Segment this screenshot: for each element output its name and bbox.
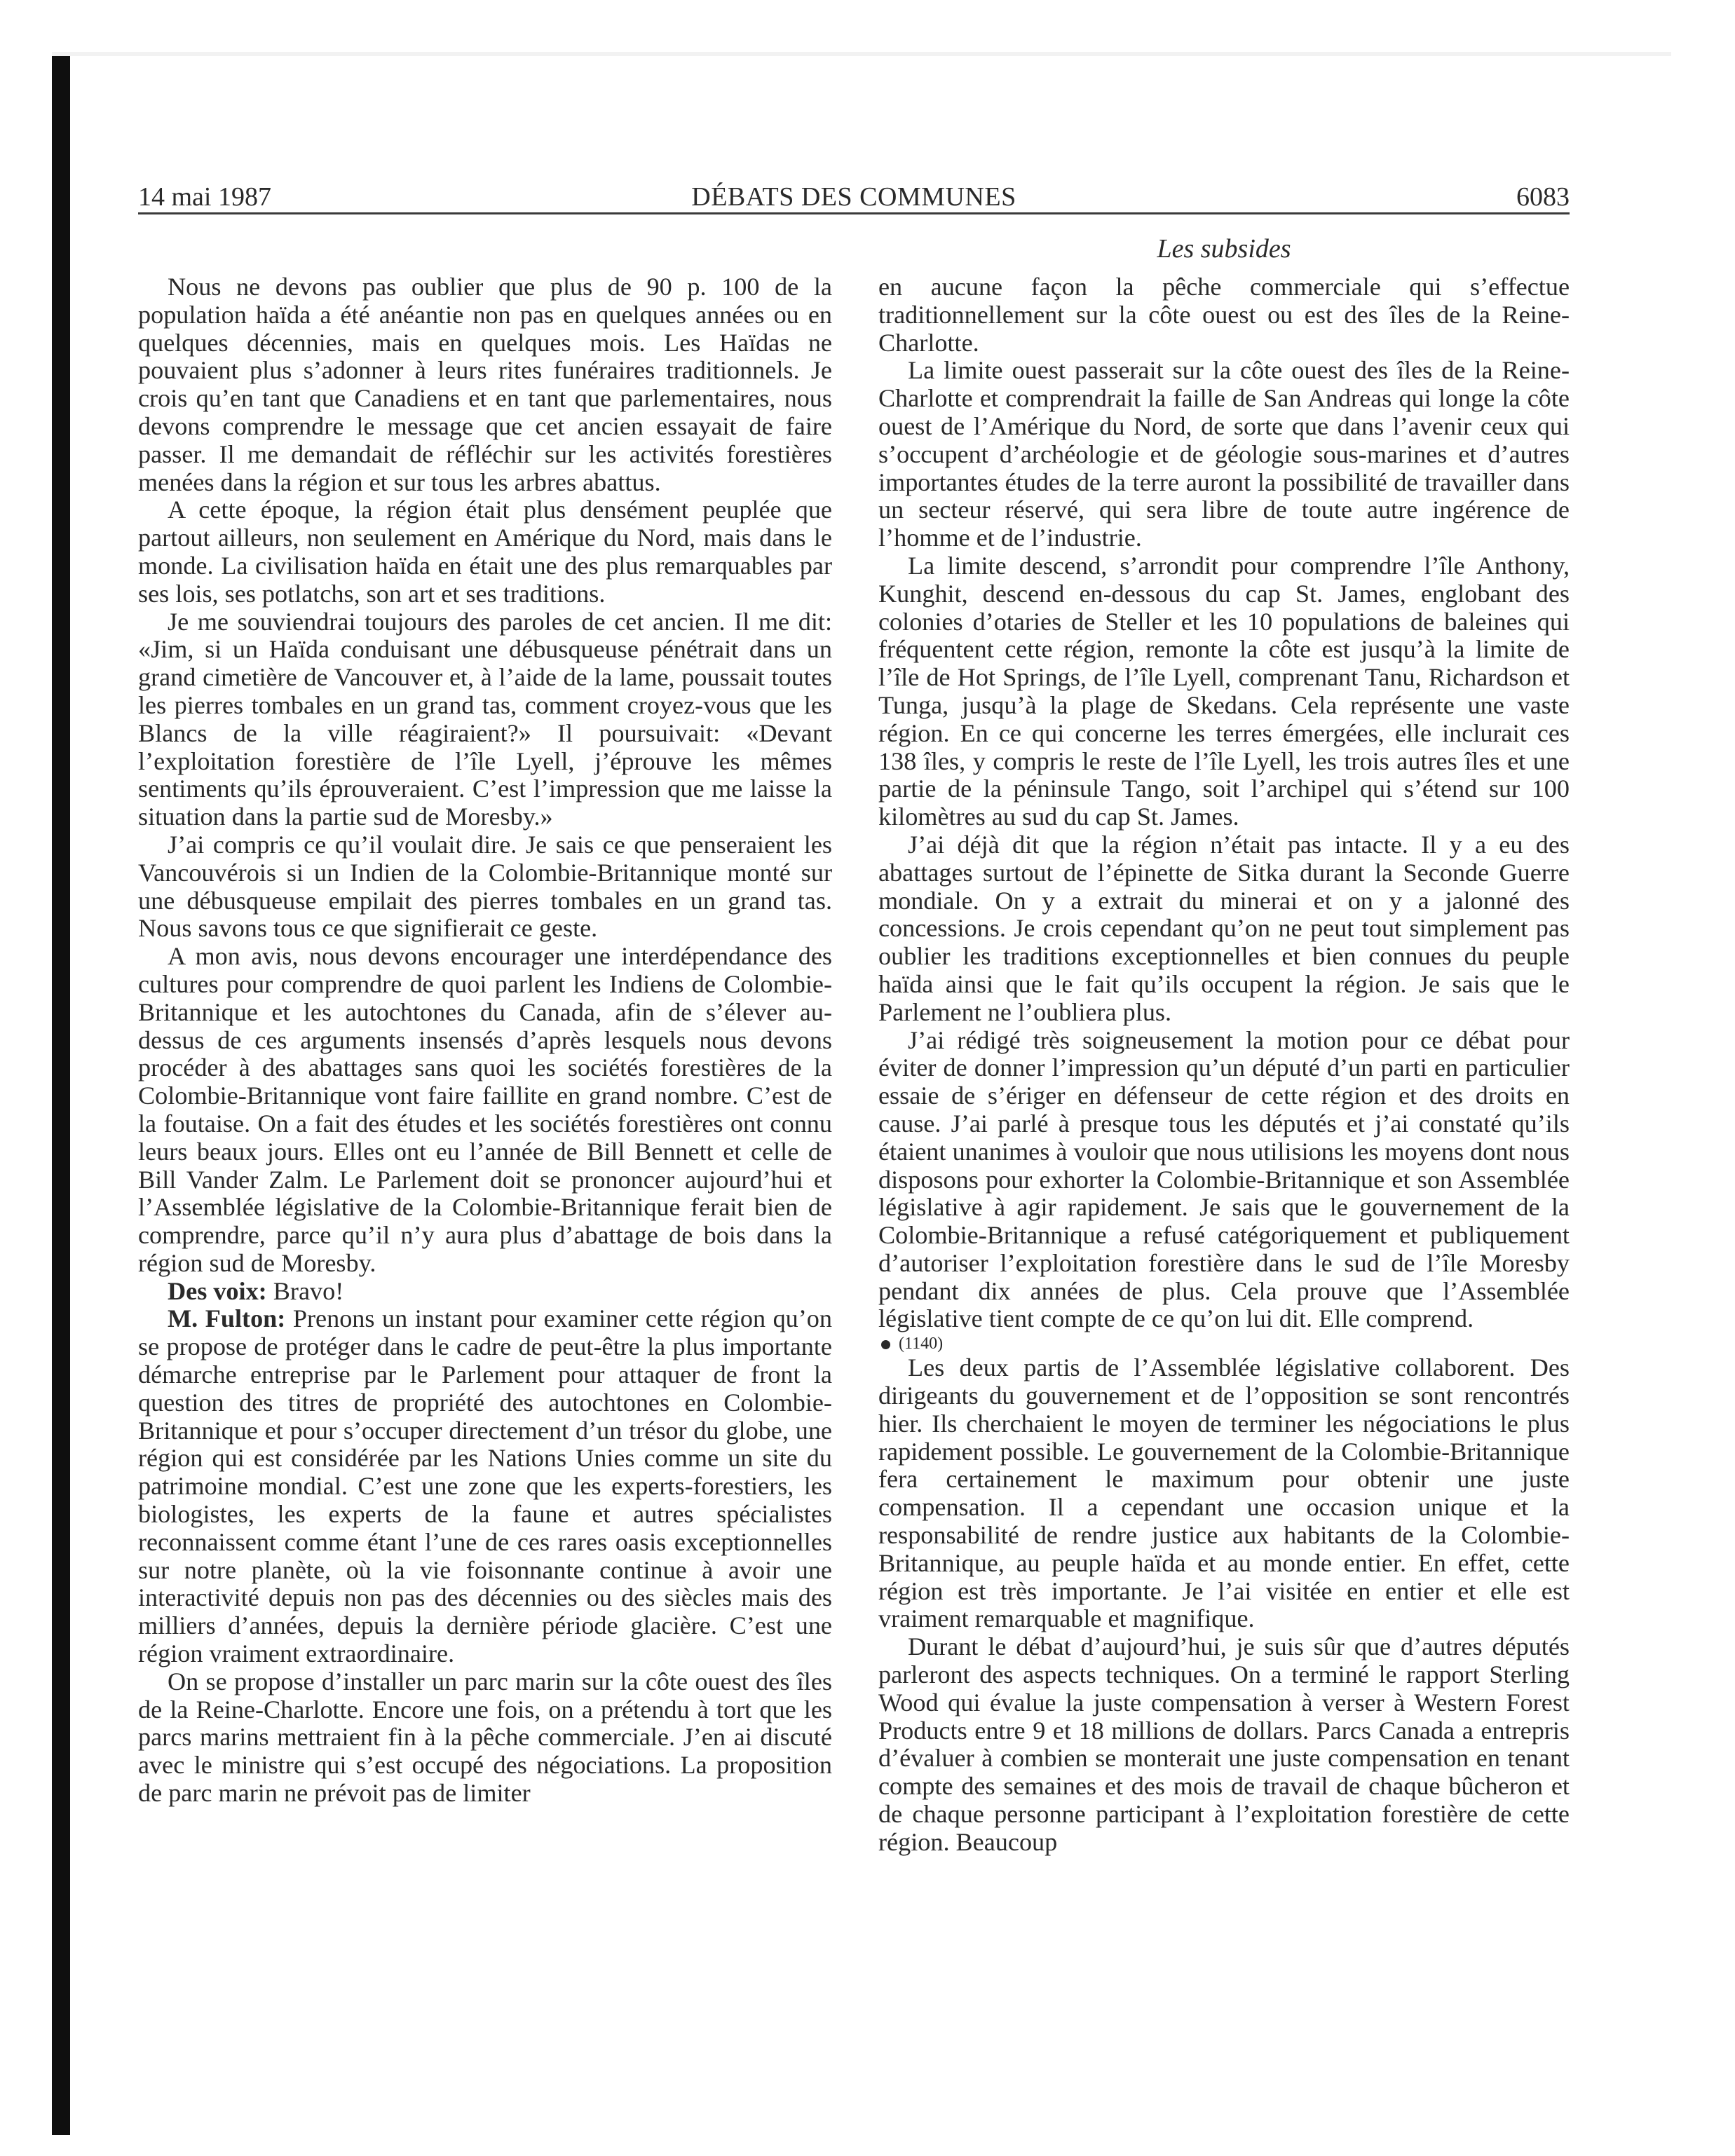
paragraph: La limite ouest passerait sur la côte ouest des îles de la Reine-Charlotte et comprendrait la faille de San Andreas qui longe la côte ouest de l’Amérique du Nord, de sorte que dans l’avenir ceux qui s’occupent d’archéologie et de géologie sous-marines et d’autres importantes études de la terre auront la possibilité de travailler dans un secteur réservé, qui sera libre de toute autre ingérence de l’homme et de l’industrie. [878, 356, 1570, 552]
paragraph: A mon avis, nous devons encourager une interdépendance des cultures pour comprendre de quoi parlent les Indiens de Colombie-Britannique et les autochtones du Canada, afin de s’élever au-dessus de ces arguments insensés d’après lesquels nous devons procéder à des abattages sans quoi les sociétés forestières de la Colombie-Britannique vont faire faillite en grand nombre. C’est de la foutaise. On a fait des études et les sociétés forestières ont connu leurs beaux jours. Elles ont eu l’année de Bill Bennett et celle de Bill Vander Zalm. Le Parlement doit se prononcer aujourd’hui et l’Assemblée législative de la Colombie-Britannique ferait bien de comprendre, parce qu’il n’y aura plus d’abattage de bois dans la région sud de Moresby. [138, 942, 832, 1277]
speaker-name: M. Fulton: [168, 1304, 286, 1333]
paragraph: J’ai rédigé très soigneusement la motion pour ce débat pour éviter de donner l’impression qu’un député d’un parti en particulier essaie de s’ériger en défenseur de cette région et des droits en cause. J’ai parlé à presque tous les députés et j’ai constaté qu’ils étaient unanimes à vouloir que nous utilisions les moyens dont nous disposons pour exhorter la Colombie-Britannique et son Assemblée législative à agir rapidement. Je sais que le gouvernement de la Colombie-Britannique a refusé catégoriquement et publiquement d’autoriser l’exploitation forestière dans le sud de l’île Moresby pendant dix années de plus. Cela prouve que l’Assemblée législative tient compte de ce qu’on lui dit. Elle comprend. [878, 1025, 1570, 1333]
header-page-number: 6083 [1516, 182, 1570, 212]
paragraph: J’ai compris ce qu’il voulait dire. Je sais ce que penseraient les Vancouvérois si un Indien de la Colombie-Britannique monté sur une débusqueuse empilait des pierres tombales en un grand tas. Nous savons tous ce que signifierait ce geste. [138, 830, 832, 943]
bullet-icon [881, 1340, 890, 1349]
speech-paragraph [138, 1305, 832, 1667]
speech-paragraph [138, 1278, 832, 1306]
paragraph: Je me souviendrai toujours des paroles de cet ancien. Il me dit: «Jim, si un Haïda conduisant une débusqueuse pénétrait dans un grand cimetière de Vancouver et, à l’aide de la lame, poussait toutes les pierres tombales en un grand tas, comment croyez-vous que les Blancs de la ville réagiraient?» Il poursuivait: «Devant l’exploitation forestière de l’île Lyell, j’éprouve les mêmes sentiments qu’ils éprouveraient. C’est l’impression que me laisse la situation dans la partie sud de Moresby.» [138, 607, 832, 831]
header-date: 14 mai 1987 [138, 182, 271, 212]
paragraph: Durant le débat d’aujourd’hui, je suis sûr que d’autres députés parleront des aspects techniques. On a terminé le rapport Sterling Wood qui évalue la juste compensation à verser à Western Forest Products entre 9 et 18 millions de dollars. Parcs Canada a entrepris d’évaluer à combien se monterait une juste compensation en tenant compte des semaines et des mois de travail de chaque bûcheron et de chaque personne participant à l’exploitation forestière de cette région. Beaucoup [878, 1632, 1570, 1856]
section-title: Les subsides [1157, 234, 1291, 264]
scan-border [52, 52, 70, 2135]
time-marker-text: (1140) [899, 1335, 944, 1353]
time-marker [878, 1333, 1570, 1354]
header-rule [138, 212, 1570, 214]
left-column [138, 273, 832, 1808]
paragraph: Nous ne devons pas oublier que plus de 90 p. 100 de la population haïda a été anéantie non pas en quelques années ou en quelques décennies, mais en quelques mois. Les Haïdas ne pouvaient plus s’adonner à leurs rites funéraires traditionnels. Je crois qu’en tant que Canadiens et en tant que parlementaires, nous devons comprendre le message que cet ancien essayait de faire passer. Il me demandait de réfléchir sur les activités forestières menées dans la région et sur tous les arbres abattus. [138, 273, 832, 496]
paragraph: en aucune façon la pêche commerciale qui s’effectue traditionnellement sur la côte ouest ou est des îles de la Reine-Charlotte. [878, 273, 1570, 357]
speech-text: Bravo! [273, 1276, 344, 1305]
paragraph: Les deux partis de l’Assemblée législative collaborent. Des dirigeants du gouvernement et de l’opposition se sont rencontrés hier. Ils cherchaient le moyen de terminer les négociations le plus rapidement possible. Le gouvernement de la Colombie-Britannique fera certainement le maximum pour obtenir une juste compensation. Il a cependant une occasion unique et la responsabilité de rendre justice aux habitants de la Colombie-Britannique, au peuple haïda et au monde entier. En effet, cette région est très importante. Je l’ai visitée en entier et elle est vraiment remarquable et magnifique. [878, 1353, 1570, 1633]
header-title: DÉBATS DES COMMUNES [691, 182, 1016, 212]
paragraph: On se propose d’installer un parc marin sur la côte ouest des îles de la Reine-Charlotte. Encore une fois, on a prétendu à tort que les parcs marins mettraient fin à la pêche commerciale. J’en ai discuté avec le ministre qui s’est occupé des négociations. La proposition de parc marin ne prévoit pas de limiter [138, 1667, 832, 1808]
paragraph: La limite descend, s’arrondit pour comprendre l’île Anthony, Kunghit, descend en-dessous du cap St. James, englobant des colonies d’otaries de Steller et les 10 populations de baleines qui fréquentent cette région, remonte la côte est jusqu’à la limite de l’île de Hot Springs, de l’île Lyell, comprenant Tanu, Richardson et Tunga, jusqu’à la plage de Skedans. Cela représente une vaste région. En ce qui concerne les terres émergées, elle inclurait ces 138 îles, y compris le reste de l’île Lyell, les trois autres îles et une partie de la péninsule Tango, soit l’archipel qui s’étend sur 100 kilomètres au sud du cap St. James. [878, 551, 1570, 831]
paragraph: A cette époque, la région était plus densément peuplée que partout ailleurs, non seulement en Amérique du Nord, mais dans le monde. La civilisation haïda en était une des plus remarquables par ses lois, ses potlatchs, son art et ses traditions. [138, 496, 832, 608]
paragraph: J’ai déjà dit que la région n’était pas intacte. Il y a eu des abattages surtout de l’épinette de Sitka durant la Seconde Guerre mondiale. On y a extrait du minerai et on y a jalonné des concessions. Je crois cependant qu’on ne peut tout simplement pas oublier les traditions exceptionnelles et bien connues du peuple haïda ainsi que le fait qu’ils occupent la région. Je sais que le Parlement ne l’oubliera plus. [878, 830, 1570, 1026]
speaker-name: Des voix: [168, 1276, 267, 1305]
page-header [138, 179, 1570, 214]
right-column [878, 273, 1570, 1857]
scan-top-edge [52, 52, 1671, 56]
speech-text: Prenons un instant pour examiner cette région qu’on se propose de protéger dans le cadre de peut-être la plus importante démarche entreprise par le Parlement pour attaquer de front la question des titres de propriété des autochtones en Colombie-Britannique et pour s’occuper directement d’un trésor du globe, une région qui est considérée par les Nations Unies comme un site du patrimoine mondial. C’est une zone que les experts-forestiers, les biologistes, les experts de la faune et autres spécialistes reconnaissent comme étant l’une de ces rares oasis exceptionnelles sur notre planète, où la vie foisonnante continue à avoir une interactivité depuis non pas des décennies ou des siècles mais des milliers d’années, depuis la dernière période glacière. C’est une région vraiment extraordinaire. [138, 1304, 832, 1668]
